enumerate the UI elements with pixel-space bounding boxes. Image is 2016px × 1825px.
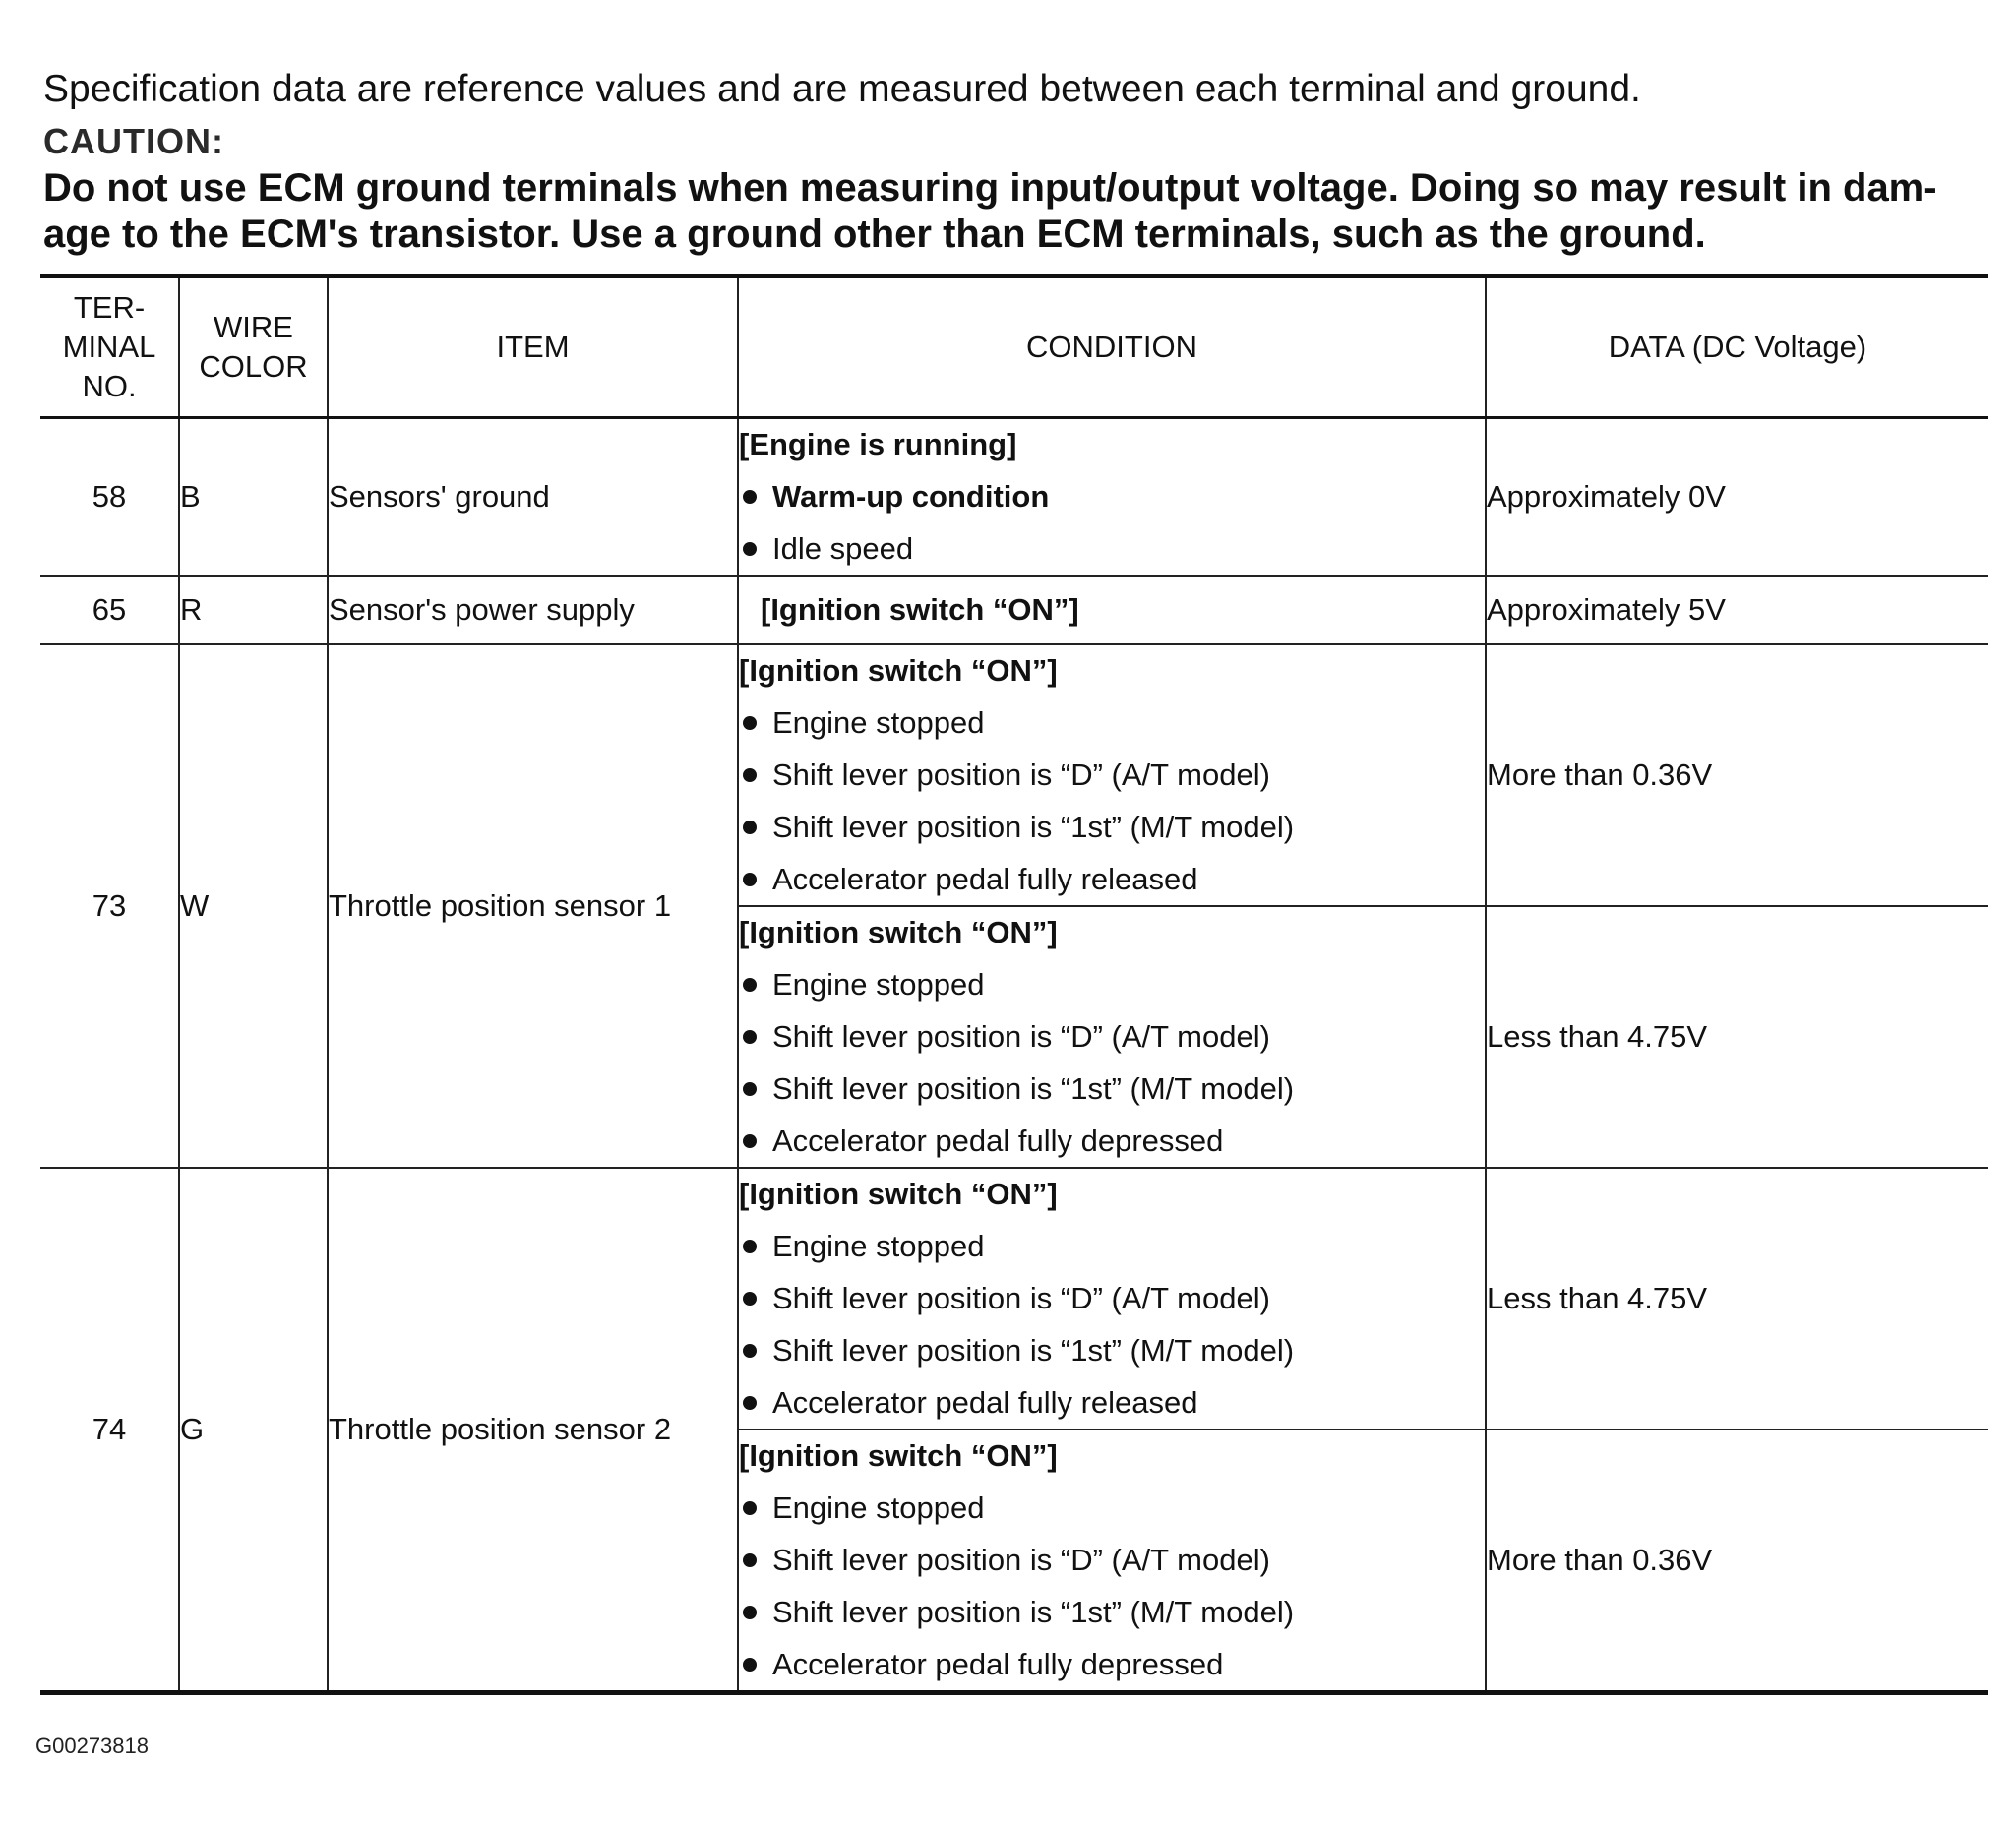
condition-bullet <box>739 1534 1485 1586</box>
condition-cell <box>738 1430 1486 1693</box>
condition-bullet <box>739 1586 1485 1638</box>
terminal-no-cell: 65 <box>40 576 179 644</box>
condition-bullet <box>739 1272 1485 1324</box>
condition-bullet <box>739 853 1485 905</box>
condition-bullet <box>739 1063 1485 1115</box>
condition-bullet <box>739 1376 1485 1429</box>
bullet-dot-icon <box>743 978 757 992</box>
table-row <box>40 1168 1988 1430</box>
bullet-dot-icon <box>743 1240 757 1253</box>
table-header <box>40 276 1988 418</box>
condition-heading: [Ignition switch “ON”] <box>739 1177 1058 1211</box>
condition-bullet-text: Shift lever position is “1st” (M/T model) <box>772 1333 1295 1368</box>
header-wire-line: WIRE <box>214 310 293 344</box>
condition-bullet-text: Engine stopped <box>772 705 985 740</box>
condition-bullet <box>739 522 1485 575</box>
dc-voltage-cell: Less than 4.75V <box>1486 906 1988 1168</box>
condition-bullet <box>739 1638 1485 1690</box>
bullet-dot-icon <box>743 821 757 834</box>
condition-bullet-text: Shift lever position is “D” (A/T model) <box>772 1019 1270 1054</box>
condition-bullet <box>739 1115 1485 1167</box>
terminal-spec-table <box>40 274 1988 1695</box>
condition-bullet-text: Shift lever position is “D” (A/T model) <box>772 1281 1270 1315</box>
bullet-dot-icon <box>743 1082 757 1096</box>
wire-color-cell: W <box>179 644 328 1168</box>
item-cell: Throttle position sensor 2 <box>328 1168 738 1693</box>
condition-cell <box>738 906 1486 1168</box>
terminal-no-cell: 58 <box>40 418 179 577</box>
dc-voltage-cell: Approximately 0V <box>1486 418 1988 577</box>
bullet-dot-icon <box>743 1396 757 1410</box>
condition-cell <box>738 418 1486 577</box>
condition-cell <box>738 576 1486 644</box>
caution-line-2: age to the ECM's transistor. Use a ground other than ECM terminals, such as the ground. <box>43 213 1706 256</box>
bullet-dot-icon <box>743 490 757 504</box>
condition-bullet-text: Shift lever position is “1st” (M/T model) <box>772 1071 1295 1106</box>
wire-color-cell: G <box>179 1168 328 1693</box>
bullet-dot-icon <box>743 1553 757 1567</box>
header-terminal-line: MINAL <box>62 330 156 364</box>
terminal-no-cell: 73 <box>40 644 179 1168</box>
condition-bullet-text: Shift lever position is “1st” (M/T model) <box>772 1595 1295 1629</box>
header-data: DATA (DC Voltage) <box>1486 276 1988 418</box>
figure-code: G00273818 <box>35 1734 149 1758</box>
table-row <box>40 418 1988 577</box>
header-wire-color <box>179 276 328 418</box>
item-cell: Sensor's power supply <box>328 576 738 644</box>
bullet-dot-icon <box>743 1030 757 1044</box>
item-cell: Throttle position sensor 1 <box>328 644 738 1168</box>
header-terminal-no <box>40 276 179 418</box>
condition-bullet-text: Warm-up condition <box>772 479 1050 514</box>
bullet-dot-icon <box>743 768 757 782</box>
condition-bullet <box>739 1482 1485 1534</box>
bullet-dot-icon <box>743 1658 757 1672</box>
terminal-no-cell: 74 <box>40 1168 179 1693</box>
condition-heading: [Ignition switch “ON”] <box>739 915 1058 949</box>
condition-bullet-text: Engine stopped <box>772 967 985 1002</box>
condition-bullet <box>739 470 1485 522</box>
condition-bullet <box>739 1324 1485 1376</box>
condition-bullet <box>739 697 1485 749</box>
condition-bullet-text: Shift lever position is “1st” (M/T model) <box>772 810 1295 844</box>
table-row <box>40 644 1988 906</box>
condition-cell <box>738 1168 1486 1430</box>
header-condition: CONDITION <box>738 276 1486 418</box>
condition-bullet-text: Accelerator pedal fully released <box>772 1385 1198 1420</box>
wire-color-cell: B <box>179 418 328 577</box>
header-terminal-line: TER- <box>73 290 146 325</box>
condition-heading: [Ignition switch “ON”] <box>739 1438 1058 1473</box>
bullet-dot-icon <box>743 716 757 730</box>
bullet-dot-icon <box>743 542 757 556</box>
condition-bullet-text: Shift lever position is “D” (A/T model) <box>772 758 1270 792</box>
condition-bullet-text: Engine stopped <box>772 1490 985 1525</box>
intro-text: Specification data are reference values and are measured between each terminal and ground. <box>43 68 1641 110</box>
wire-color-cell: R <box>179 576 328 644</box>
condition-bullet <box>739 958 1485 1010</box>
header-terminal-line: NO. <box>82 369 137 403</box>
bullet-dot-icon <box>743 1501 757 1515</box>
condition-bullet <box>739 1010 1485 1063</box>
dc-voltage-cell: Less than 4.75V <box>1486 1168 1988 1430</box>
header-wire-line: COLOR <box>199 349 308 384</box>
condition-bullet-text: Idle speed <box>772 531 914 566</box>
caution-line-1: Do not use ECM ground terminals when measuring input/output voltage. Doing so may result in dam- <box>43 166 1937 210</box>
condition-bullet-text: Shift lever position is “D” (A/T model) <box>772 1543 1270 1577</box>
caution-label: CAUTION: <box>43 121 224 161</box>
condition-cell <box>738 644 1486 906</box>
dc-voltage-cell: More than 0.36V <box>1486 644 1988 906</box>
table-row <box>40 576 1988 644</box>
condition-bullet-text: Accelerator pedal fully released <box>772 862 1198 896</box>
header-item: ITEM <box>328 276 738 418</box>
bullet-dot-icon <box>743 1134 757 1148</box>
bullet-dot-icon <box>743 873 757 886</box>
caution-text <box>43 165 1991 258</box>
item-cell: Sensors' ground <box>328 418 738 577</box>
condition-bullet <box>739 801 1485 853</box>
condition-heading: [Ignition switch “ON”] <box>761 592 1079 627</box>
bullet-dot-icon <box>743 1344 757 1358</box>
condition-bullet <box>739 749 1485 801</box>
bullet-dot-icon <box>743 1292 757 1306</box>
condition-bullet <box>739 1220 1485 1272</box>
condition-heading: [Engine is running] <box>739 427 1017 461</box>
condition-bullet-text: Accelerator pedal fully depressed <box>772 1124 1224 1158</box>
condition-bullet-text: Engine stopped <box>772 1229 985 1263</box>
bullet-dot-icon <box>743 1606 757 1619</box>
condition-heading: [Ignition switch “ON”] <box>739 653 1058 688</box>
dc-voltage-cell: Approximately 5V <box>1486 576 1988 644</box>
table-body <box>40 418 1988 1693</box>
dc-voltage-cell: More than 0.36V <box>1486 1430 1988 1693</box>
condition-bullet-text: Accelerator pedal fully depressed <box>772 1647 1224 1681</box>
